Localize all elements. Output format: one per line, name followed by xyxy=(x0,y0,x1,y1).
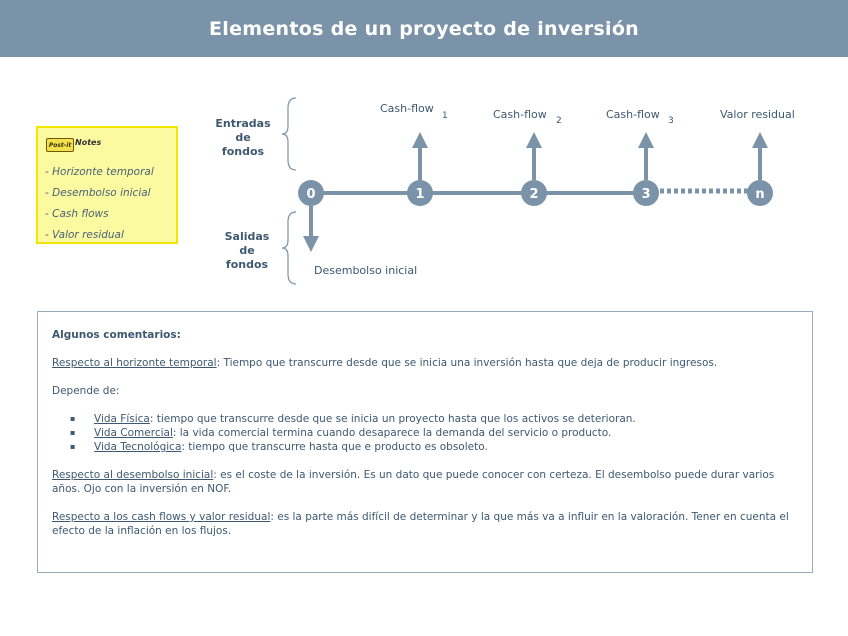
node-2 xyxy=(521,180,547,206)
note-item: - Cash flows xyxy=(45,208,109,220)
outflows-label-line: de xyxy=(239,244,255,257)
svg-text:2: 2 xyxy=(556,116,562,126)
horizon-link: Respecto al horizonte temporal xyxy=(52,357,217,369)
note-item: - Desembolso inicial xyxy=(45,187,151,199)
bullet-link: Vida Física xyxy=(94,413,150,425)
post-it-logo: Post-it xyxy=(46,138,74,152)
svg-text:0: 0 xyxy=(306,187,316,202)
svg-text:n: n xyxy=(755,187,765,202)
node-1 xyxy=(407,180,433,206)
note-item: - Horizonte temporal xyxy=(45,166,154,178)
outflows-label-line: fondos xyxy=(225,258,269,271)
svg-text:2: 2 xyxy=(529,187,539,202)
outlay-link: Respecto al desembolso inicial xyxy=(52,469,214,481)
node-0 xyxy=(298,180,324,206)
svg-text:1: 1 xyxy=(415,187,425,202)
cash-flow-label-1 xyxy=(380,102,448,121)
bullet-text: : la vida comercial termina cuando desaparece la demanda del servicio o producto. xyxy=(172,427,612,439)
svg-text:3: 3 xyxy=(668,116,674,126)
horizon-text: : Tiempo que transcurre desde que se inicia una inversión hasta que deja de producir ingresos. xyxy=(216,357,718,369)
cash-flow-diagram xyxy=(0,0,848,300)
inflows-brace xyxy=(282,98,296,170)
horizon-paragraph xyxy=(52,356,798,370)
depends-text: Depende de: xyxy=(52,385,120,397)
node-3 xyxy=(633,180,659,206)
outflows-label-line: Salidas xyxy=(224,230,270,243)
bullet-link: Vida Tecnológica xyxy=(94,441,182,453)
outlay-text: : es el coste de la inversión. Es un dato que puede conocer con certeza. El desembolso puede durar varios años. Ojo con la inversión en NOF. xyxy=(52,469,775,495)
svg-text:3: 3 xyxy=(641,187,651,202)
cashflow-paragraph xyxy=(52,510,798,538)
node-n xyxy=(747,180,773,206)
inflows-label-line: fondos xyxy=(221,145,265,158)
cash-flow-label-3 xyxy=(606,108,674,126)
cash-flow-label-2 xyxy=(493,108,562,126)
outflow-caption: Desembolso inicial xyxy=(314,264,418,277)
bullet-link: Vida Comercial xyxy=(94,427,173,439)
inflows-label-line: Entradas xyxy=(215,117,271,130)
svg-text:Cash-flow: Cash-flow xyxy=(493,108,547,121)
bullet-text: : tiempo que transcurre desde que se inicia un proyecto hasta que los activos se deterioran. xyxy=(149,413,636,425)
outlay-paragraph xyxy=(52,468,798,496)
svg-text:1: 1 xyxy=(442,111,448,121)
comments-box xyxy=(37,311,813,573)
note-item: - Valor residual xyxy=(45,229,124,241)
cashflow-link: Respecto a los cash flows y valor residual xyxy=(52,511,271,523)
residual-value-label: Valor residual xyxy=(720,108,795,121)
life-bullets xyxy=(52,412,798,454)
bullet-item xyxy=(78,426,798,440)
note-header: Notes xyxy=(75,138,102,147)
page-title: Elementos de un proyecto de inversión xyxy=(208,17,639,40)
bullet-text: : tiempo que transcurre hasta que e producto es obsoleto. xyxy=(181,441,488,453)
bullet-item xyxy=(78,440,798,454)
comments-heading: Algunos comentarios: xyxy=(52,329,181,341)
svg-text:Cash-flow: Cash-flow xyxy=(606,108,660,121)
cashflow-text: : es la parte más difícil de determinar y la que más va a influir en la valoración. Tener en cuenta el efecto de la inflación en los flujos. xyxy=(52,511,789,537)
inflows-label-line: de xyxy=(235,131,251,144)
bullet-item xyxy=(78,412,798,426)
outflows-brace xyxy=(282,212,296,284)
svg-text:Cash-flow: Cash-flow xyxy=(380,102,434,115)
